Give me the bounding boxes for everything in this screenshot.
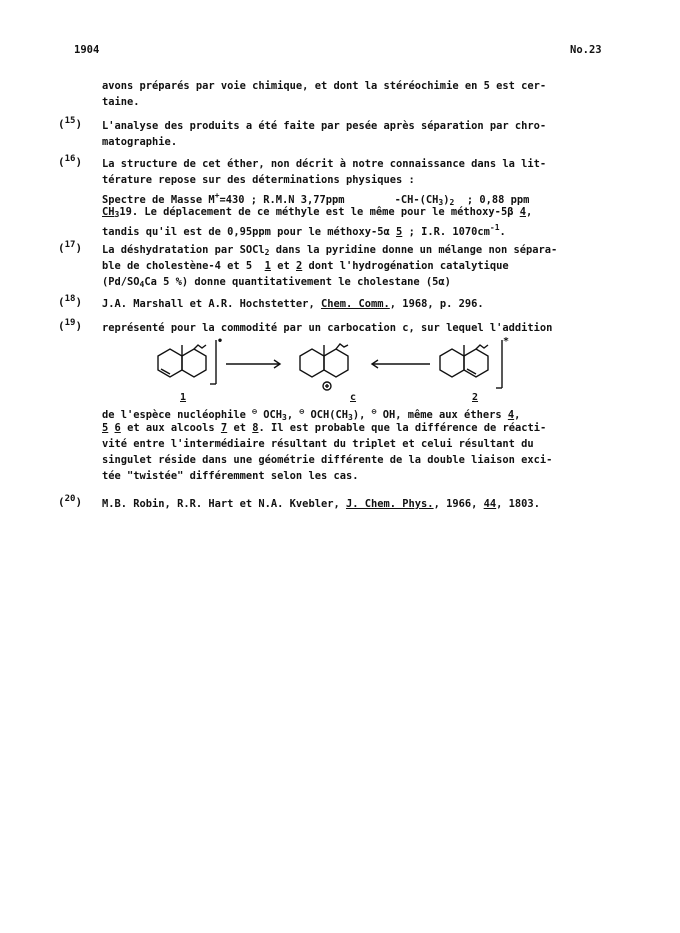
note-18-num-text: 18 xyxy=(64,294,76,304)
anion-icon-2: ⊖ xyxy=(299,407,305,416)
alcohols-text: et aux alcools xyxy=(127,422,215,434)
hydrogenation-text: dont l'hydrogénation catalytique xyxy=(308,260,509,272)
mass-spec-label: Spectre de Masse M xyxy=(102,194,215,206)
oh-text: OH, même aux éthers xyxy=(382,409,502,421)
comma-2: , xyxy=(514,409,521,421)
and-text: et xyxy=(277,260,290,272)
scheme-label-1: 1 xyxy=(180,392,187,403)
note-17-line-1 xyxy=(102,242,622,258)
catalyst-sub: 4 xyxy=(139,280,145,289)
note-15-line-1: L'analyse des produits a été faite par pesée après séparation par chro- xyxy=(102,120,547,132)
page-number: 1904 xyxy=(74,44,100,56)
note-18-year: , 1968, p. 296. xyxy=(389,298,484,310)
charge-sup: + xyxy=(214,191,220,200)
note-20-authors: M.B. Robin, R.R. Hart et N.A. Kvebler, xyxy=(102,498,340,510)
och-sub: 3 xyxy=(282,413,287,422)
note-15 xyxy=(102,118,622,150)
methyl-text: 19. Le déplacement de ce méthyle est le même pour le méthoxy-5β xyxy=(119,206,514,218)
probable-text: . Il est probable que la différence de réacti- xyxy=(258,422,547,434)
compound-ref-4: 4 xyxy=(519,206,526,218)
compound-ref-2: 2 xyxy=(295,260,303,272)
note-16-number: ($^{16}$) xyxy=(58,154,83,169)
note-16-line-4 xyxy=(102,204,622,220)
methyl-sub: 3 xyxy=(114,210,120,219)
note-19-body xyxy=(102,404,622,484)
note-16-line-2: térature repose sur des déterminations physiques : xyxy=(102,174,415,186)
note-17-num-text: 17 xyxy=(64,240,76,250)
nmr-paren: ) xyxy=(443,194,450,206)
alcohol-ref-8: 8 xyxy=(252,422,259,434)
note-18 xyxy=(102,296,622,312)
note-20 xyxy=(102,496,622,512)
alcohol-ref-7: 7 xyxy=(220,422,228,434)
issue-number: No.23 xyxy=(570,44,602,56)
note-19-line-6: tée "twistée" différemment selon les cas. xyxy=(102,470,359,482)
och-ch-text: OCH(CH xyxy=(310,409,349,421)
ir-unit-sup: -1 xyxy=(489,223,500,232)
nmr-sub: 3 xyxy=(438,198,444,207)
note-20-pages: , 1803. xyxy=(496,498,540,510)
period: . xyxy=(499,226,506,238)
intro-line-1: avons préparés par voie chimique, et dont la stéréochimie en 5 est cer- xyxy=(102,80,547,92)
note-18-line xyxy=(102,296,622,312)
anion-icon: ⊖ xyxy=(252,407,257,416)
and-text-2: et xyxy=(233,422,246,434)
note-19-line-3 xyxy=(102,420,622,436)
note-17-line-3 xyxy=(102,274,622,290)
dehydration-text: La déshydratation par SOCl xyxy=(102,244,265,256)
molecule-1 xyxy=(158,340,216,384)
radical-mark-2: * xyxy=(503,336,510,347)
catalyst-text-2: Ca 5 %) donne quantitativement le cholestane (5α) xyxy=(144,276,451,288)
och-text: OCH xyxy=(263,409,283,421)
note-18-number: ($^{18}$) xyxy=(58,294,83,309)
note-15-number: ($^{15}$) xyxy=(58,116,83,131)
note-18-authors: J.A. Marshall et A.R. Hochstetter, xyxy=(102,298,315,310)
note-19-intro xyxy=(102,320,622,336)
note-16 xyxy=(102,156,622,236)
note-19-number: ($^{19}$) xyxy=(58,318,83,333)
radical-mark-1: • xyxy=(217,336,224,347)
note-20-volume: 44 xyxy=(483,498,497,510)
arrow-left xyxy=(372,360,430,368)
scheme-label-2: 2 xyxy=(472,392,479,403)
note-16-line-5 xyxy=(102,220,622,236)
nucleophile-text: de l'espèce nucléophile xyxy=(102,409,246,421)
methoxy-text: tandis qu'il est de 0,95ppm pour le méthoxy-5α xyxy=(102,226,390,238)
note-20-year: , 1966, xyxy=(433,498,478,510)
note-19-line-1: représenté pour la commodité par un carbocation c, sur lequel l'addition xyxy=(102,322,553,334)
nmr-group: -CH-(CH xyxy=(394,194,439,206)
note-19-num-text: 19 xyxy=(64,318,76,328)
note-20-line xyxy=(102,496,622,512)
comma: , xyxy=(525,206,533,218)
ir-value: ; I.R. 1070cm xyxy=(408,226,490,238)
nmr-sub-2: 2 xyxy=(449,198,455,207)
note-18-journal: Chem. Comm. xyxy=(320,298,390,310)
note-20-journal: J. Chem. Phys. xyxy=(345,498,434,510)
intro-line-2: taine. xyxy=(102,96,140,108)
note-17-line-2 xyxy=(102,258,622,274)
anion-icon-3: ⊖ xyxy=(371,407,377,416)
note-20-num-text: 20 xyxy=(64,494,76,504)
dehydration-text-2: dans la pyridine donne un mélange non sépara- xyxy=(275,244,558,256)
note-19-line-2 xyxy=(102,404,622,420)
note-16-num-text: 16 xyxy=(64,154,76,164)
note-19-line-5: singulet réside dans une géométrie différente de la double liaison exci- xyxy=(102,454,553,466)
socl-sub: 2 xyxy=(264,248,270,257)
mass-spec-values: =430 ; R.M.N 3,77ppm xyxy=(219,194,345,206)
catalyst-text: (Pd/SO xyxy=(102,276,140,288)
ether-ref-4: 4 xyxy=(507,409,515,421)
note-15-num-text: 15 xyxy=(64,116,76,126)
och-ch-sub: 3 xyxy=(348,413,353,422)
intro-paragraph xyxy=(102,78,622,110)
compound-ref-1: 1 xyxy=(264,260,271,272)
compound-ref-5: 5 xyxy=(396,226,403,238)
comma-1: , xyxy=(286,409,294,421)
paren-comma: ), xyxy=(352,409,366,421)
note-20-number: ($^{20}$) xyxy=(58,494,83,509)
molecule-c xyxy=(300,344,348,390)
reaction-scheme xyxy=(140,336,520,404)
ether-ref-5: 5 xyxy=(102,422,109,434)
arrow-right xyxy=(226,360,280,368)
molecule-2 xyxy=(440,340,502,388)
note-15-line-2: matographie. xyxy=(102,136,178,148)
note-16-line-3 xyxy=(102,188,622,207)
ether-ref-6: 6 xyxy=(114,422,121,434)
methyl-group: CH xyxy=(102,206,115,218)
scheme-label-c: c xyxy=(350,392,357,403)
note-17 xyxy=(102,242,622,290)
nmr-value: ; 0,88 ppm xyxy=(466,194,530,206)
note-19-line-4: vité entre l'intermédiaire résultant du triplet et celui résultant du xyxy=(102,438,534,450)
note-16-line-1: La structure de cet éther, non décrit à notre connaissance dans la lit- xyxy=(102,158,547,170)
cholestene-text: ble de cholestène-4 et 5 xyxy=(102,260,253,272)
note-17-number: ($^{17}$) xyxy=(58,240,83,255)
